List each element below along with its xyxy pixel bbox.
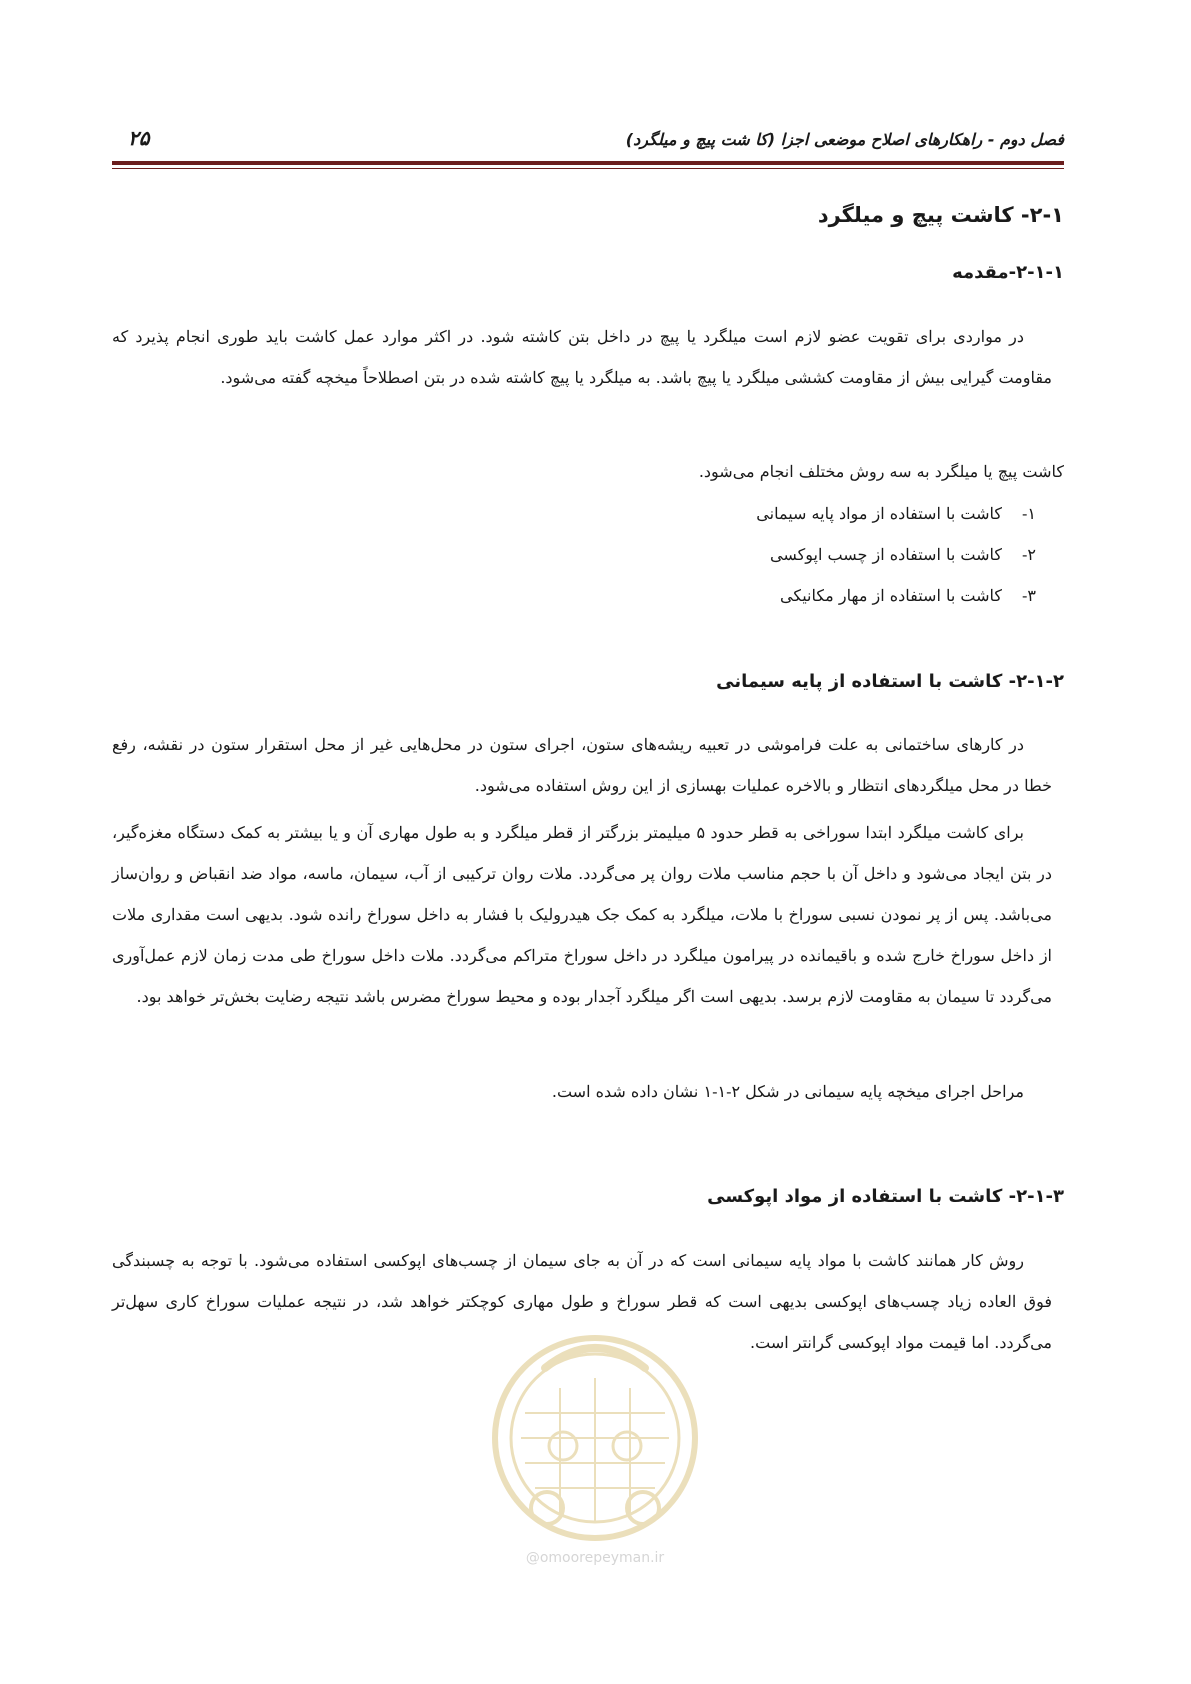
- paragraph-figure-reference: مراحل اجرای میخچه پایه سیمانی در شکل ۲-۱-۱ نشان داده شده است.: [551, 1082, 1024, 1101]
- list-item: [756, 575, 1036, 616]
- section-heading: ۲-۱- کاشت پیچ و میلگرد: [817, 203, 1064, 227]
- subsection-heading-epoxy: ۲-۱-۳- کاشت با استفاده از مواد اپوکسی: [707, 1186, 1064, 1207]
- list-item-text: کاشت با استفاده از چسب اپوکسی: [770, 545, 1002, 564]
- subsection-heading-cement: ۲-۱-۲- کاشت با استفاده از پایه سیمانی: [716, 671, 1064, 692]
- list-item-number: ۱-: [1022, 504, 1036, 523]
- list-item-text: کاشت با استفاده از مواد پایه سیمانی: [756, 504, 1002, 523]
- page-number: ۲۵: [128, 126, 150, 150]
- watermark-site: @omoorepeyman.ir: [525, 1550, 665, 1566]
- list-item-number: ۲-: [1022, 545, 1036, 564]
- list-item: [756, 534, 1036, 575]
- header-rule-thin: [112, 168, 1064, 169]
- chapter-title: فصل دوم - راهکارهای اصلاح موضعی اجزا (کا شت پیچ و میلگرد): [625, 130, 1064, 149]
- paragraph-cement-procedure: برای کاشت میلگرد ابتدا سوراخی به قطر حدود ۵ میلیمتر بزرگتر از قطر میلگرد و به طول مهاری آن و یا بیشتر به کمک دستگاه مغزه‌گیر، در بتن ایجاد می‌شود و داخل آن با حجم مناسب ملات روان پر می‌گردد. ملات روان ترکیبی از آب، سیمان، ماسه، مواد ضد انقباض و روان‌ساز می‌باشد. پس از پر نمودن نسبی سوراخ با ملات، میلگرد به کمک جک هیدرولیک با فشار به داخل سوراخ رانده شود. بدیهی است مقداری ملات از داخل سوراخ خارج شده و باقیمانده در پیرامون میلگرد در داخل سوراخ متراکم می‌گردد. ملات داخل سوراخ طی مدت زمان لازم عمل‌آوری می‌گردد تا سیمان به مقاومت لازم برسد. بدیهی است اگر میلگرد آجدار بوده و محیط سوراخ مضرس باشد نتیجه رضایت بخش‌تر خواهد بود.: [112, 823, 1052, 1006]
- paragraph-intro: در مواردی برای تقویت عضو لازم است میلگرد یا پیچ در داخل بتن کاشته شود. در اکثر موارد عمل کاشت باید طوری انجام پذیرد که مقاومت گیرایی بیش از مقاومت کششی میلگرد یا پیچ باشد. به میلگرد یا پیچ کاشته شده در بتن اصطلاحاً میخچه گفته می‌شود.: [112, 327, 1052, 387]
- paragraph-cement-uses: در کارهای ساختمانی به علت فراموشی در تعبیه ریشه‌های ستون، اجرای ستون در محل‌هایی غیر از محل استقرار ستون در نقشه، رفع خطا در محل میلگردهای انتظار و بالاخره عملیات بهسازی از این روش استفاده می‌شود.: [112, 735, 1052, 795]
- methods-list: [756, 493, 1036, 616]
- list-item-number: ۳-: [1022, 586, 1036, 605]
- list-item-text: کاشت با استفاده از مهار مکانیکی: [780, 586, 1002, 605]
- header-rule-thick: [112, 161, 1064, 165]
- running-header: [112, 126, 1064, 156]
- paragraph-methods-intro: کاشت پیچ یا میلگرد به سه روش مختلف انجام می‌شود.: [698, 462, 1064, 481]
- list-item: [756, 493, 1036, 534]
- subsection-heading-intro: ۲-۱-۱-مقدمه: [952, 262, 1064, 283]
- paragraph-epoxy: روش کار همانند کاشت با مواد پایه سیمانی است که در آن به جای سیمان از چسب‌های اپوکسی استفاده می‌شود. با توجه به چسبندگی فوق العاده زیاد چسب‌های اپوکسی بدیهی است که قطر سوراخ و طول مهاری کوچکتر خواهد شد، در نتیجه عملیات سوراخ کاری سهل‌تر می‌گردد. اما قیمت مواد اپوکسی گرانتر است.: [112, 1251, 1053, 1352]
